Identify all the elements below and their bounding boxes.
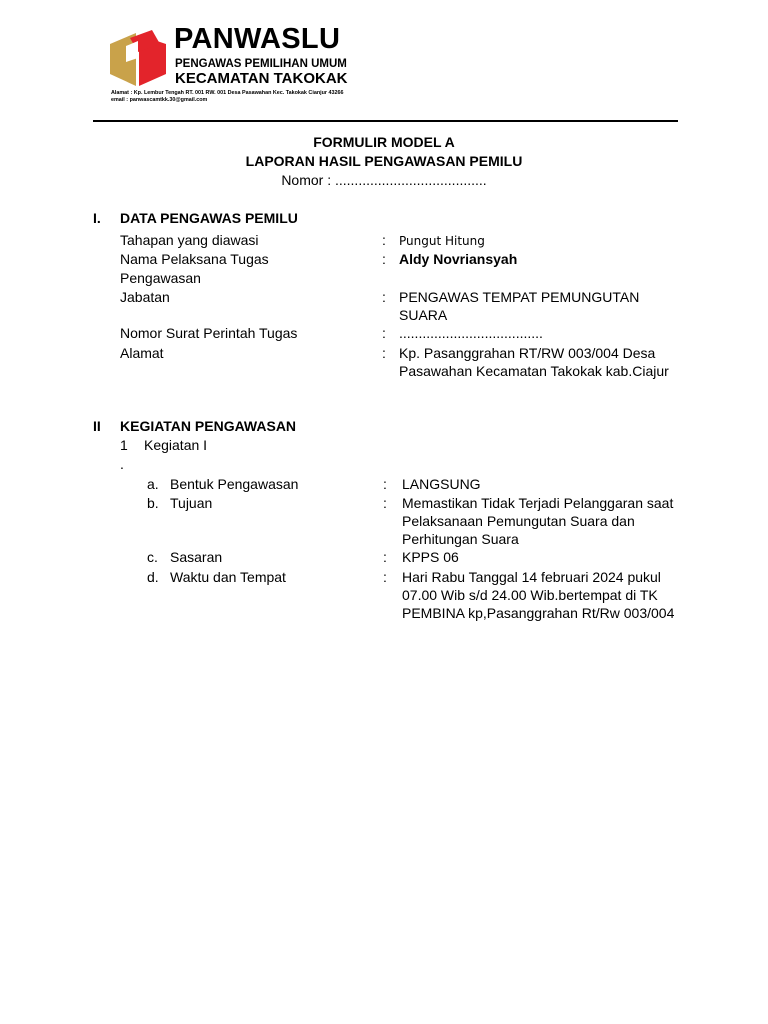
section1-number: I.: [93, 210, 101, 226]
district-name: KECAMATAN TAKOKAK: [175, 70, 348, 87]
colon: :: [382, 289, 386, 305]
colon: :: [383, 569, 387, 585]
section2-heading: KEGIATAN PENGAWASAN: [120, 418, 297, 434]
header-divider: [93, 120, 678, 122]
form-subtitle: LAPORAN HASIL PENGAWASAN PEMILU: [245, 153, 523, 169]
section1-heading: DATA PENGAWAS PEMILU: [120, 210, 298, 226]
item-value-bentuk: LANGSUNG: [402, 476, 481, 492]
colon: :: [382, 325, 386, 341]
field-label-nomor-surat: Nomor Surat Perintah Tugas: [120, 325, 298, 341]
colon: :: [382, 251, 386, 267]
field-value-pelaksana: Aldy Novriansyah: [399, 251, 518, 267]
colon: :: [383, 549, 387, 565]
colon: :: [382, 232, 386, 248]
field-label-jabatan: Jabatan: [120, 289, 170, 305]
form-number: Nomor : .......................................: [281, 172, 487, 188]
item-label-tujuan: Tujuan: [170, 495, 213, 511]
field-label-tahapan: Tahapan yang diawasi: [120, 232, 259, 248]
item-value-tujuan: Memastikan Tidak Terjadi Pelanggaran saat Pelaksanaan Pemungutan Suara dan Perhitungan Suara: [402, 495, 674, 547]
colon: :: [383, 495, 387, 511]
panwaslu-logo-icon: [108, 28, 168, 88]
email-line: email : panwascamtkk.30@gmail.com: [111, 97, 208, 103]
form-title: FORMULIR MODEL A: [313, 134, 455, 150]
item-value-waktu: Hari Rabu Tanggal 14 februari 2024 pukul 07.00 Wib s/d 24.00 Wib.bertempat di TK PEMBINA kp,Pasanggrahan Rt/Rw 003/004: [402, 569, 675, 621]
activity-title: Kegiatan I: [144, 437, 208, 453]
item-label-waktu: Waktu dan Tempat: [170, 569, 286, 585]
field-label-pelaksana: Nama Pelaksana Tugas Pengawasan: [120, 251, 269, 286]
field-value-alamat: Kp. Pasanggrahan RT/RW 003/004 Desa Pasawahan Kecamatan Takokak kab.Ciajur: [399, 345, 669, 379]
colon: :: [382, 345, 386, 361]
organization-name: PENGAWAS PEMILIHAN UMUM: [175, 58, 347, 70]
item-label-bentuk: Bentuk Pengawasan: [170, 476, 299, 492]
activity-number: 1: [120, 437, 128, 453]
letterhead-address: [111, 90, 343, 104]
item-letter: b.: [147, 495, 159, 511]
item-label-sasaran: Sasaran: [170, 549, 223, 565]
field-value-nomor-surat: .....................................: [399, 325, 543, 341]
colon: :: [383, 476, 387, 492]
item-letter: d.: [147, 569, 159, 585]
field-value-jabatan: PENGAWAS TEMPAT PEMUNGUTAN SUARA: [399, 289, 640, 323]
field-value-tahapan: Pungut Hitung: [399, 234, 485, 248]
item-value-sasaran: KPPS 06: [402, 549, 459, 565]
item-letter: a.: [147, 476, 159, 492]
item-letter: c.: [147, 549, 158, 565]
address-line: Alamat : Kp. Lembur Tengah RT. 001 RW. 001 Desa Pasawahan Kec. Takokak Cianjur 43266: [111, 90, 344, 96]
activity-dot: .: [120, 456, 124, 472]
field-label-alamat: Alamat: [120, 345, 164, 361]
brand-name: PANWASLU: [174, 23, 341, 55]
section2-number: II: [93, 418, 101, 434]
